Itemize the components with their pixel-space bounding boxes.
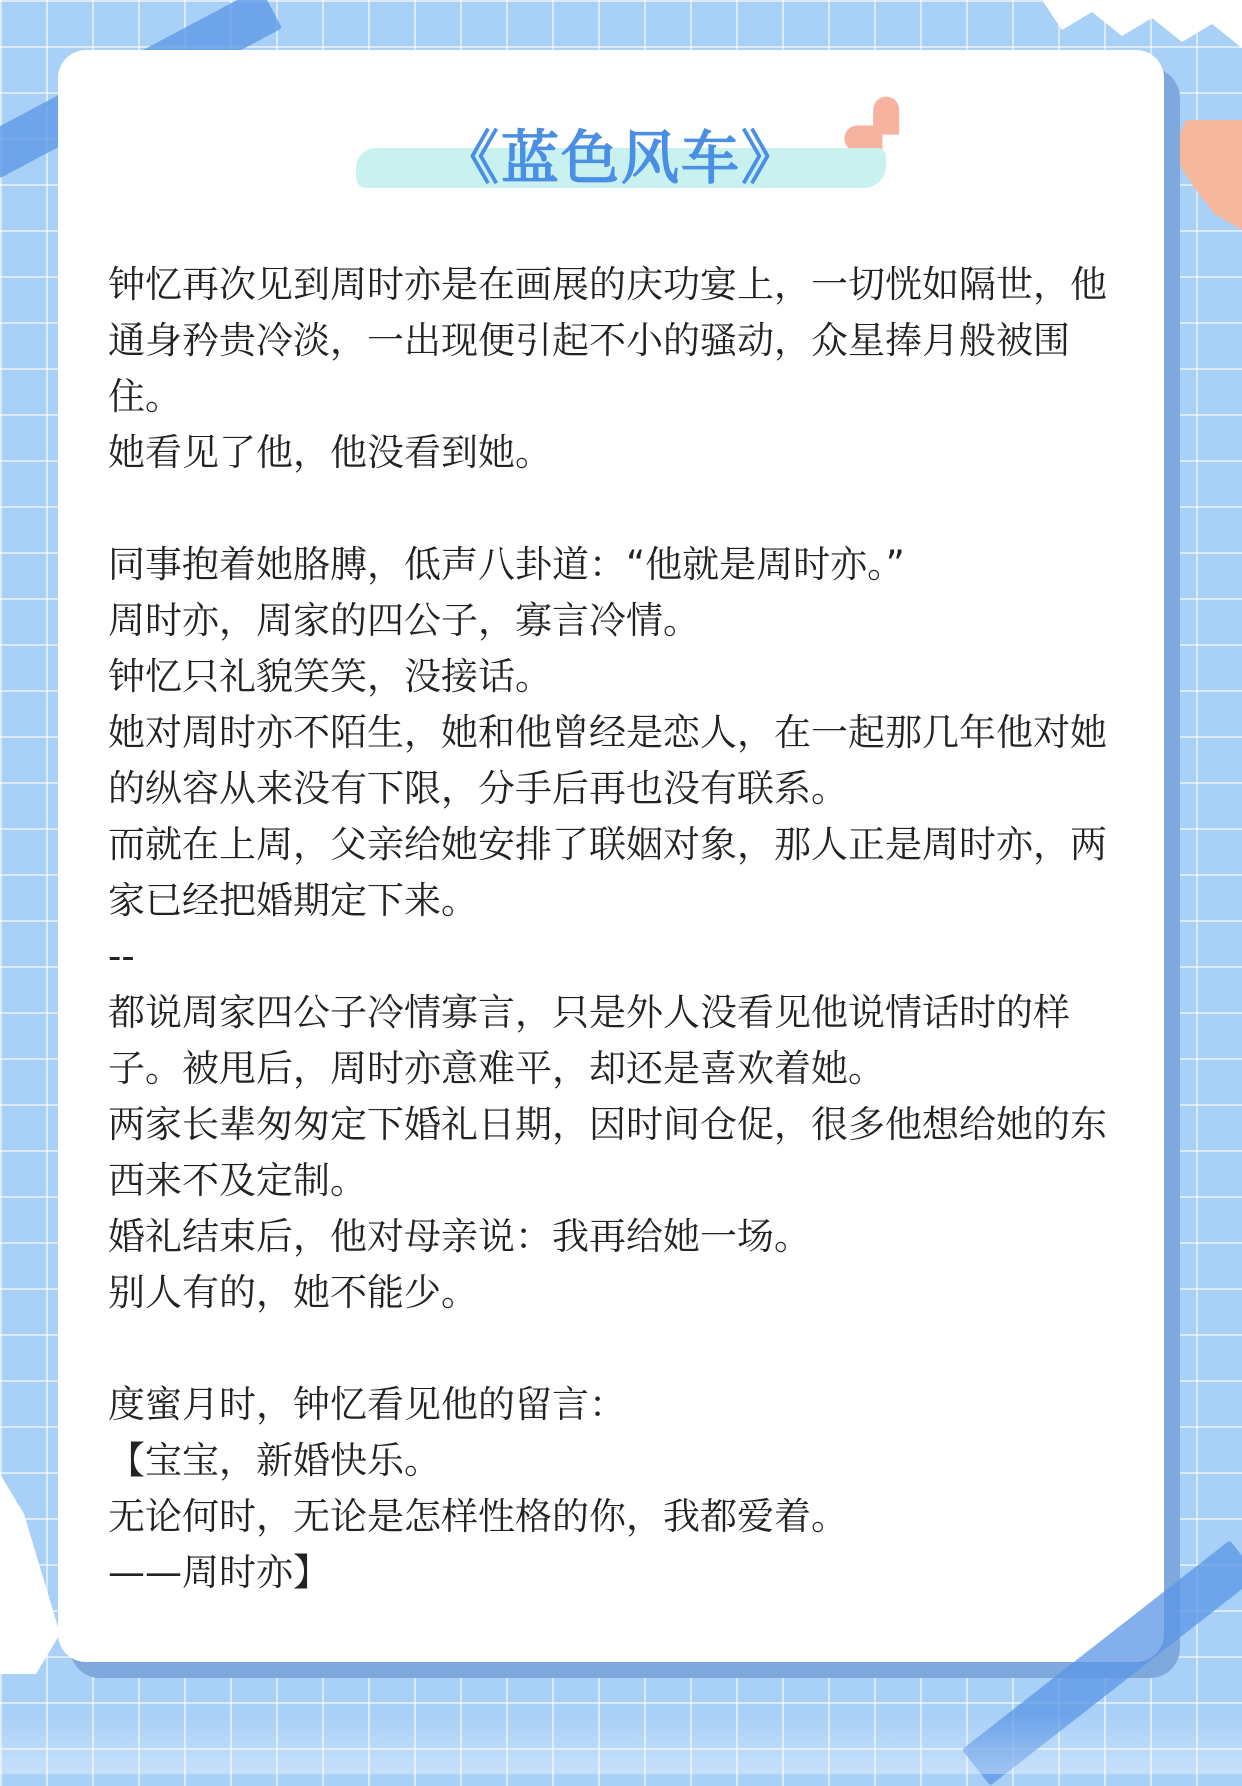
paragraph: 她对周时亦不陌生，她和他曾经是恋人，在一起那几年他对她的纵容从来没有下限，分手后再也没有联系。 <box>108 711 1107 810</box>
paragraph: 同事抱着她胳膊，低声八卦道：“他就是周时亦。” <box>108 543 905 586</box>
paragraph: 钟忆只礼貌笑笑，没接话。 <box>108 655 552 698</box>
decorative-white-patch <box>0 1474 60 1674</box>
paragraph: ——周时亦】 <box>108 1551 330 1594</box>
paragraph: 两家长辈匆匆定下婚礼日期，因时间仓促，很多他想给她的东西来不及定制。 <box>108 1103 1107 1202</box>
decorative-peach-patch <box>1172 120 1242 230</box>
paragraph: 都说周家四公子冷情寡言，只是外人没看见他说情话时的样子。被甩后，周时亦意难平，却还是喜欢着她。 <box>108 991 1070 1090</box>
paragraph-spacer <box>108 1321 1138 1377</box>
paragraph: 婚礼结束后，他对母亲说：我再给她一场。 <box>108 1215 811 1258</box>
paragraph: 她看见了他，他没看到她。 <box>108 431 552 474</box>
bottom-fade <box>0 1714 1242 1774</box>
paragraph-spacer <box>108 481 1138 537</box>
page-title: 《蓝色风车》 <box>440 124 801 192</box>
paragraph: 无论何时，无论是怎样性格的你，我都爱着。 <box>108 1495 848 1538</box>
title-block <box>356 118 886 198</box>
paragraph: 钟忆再次见到周时亦是在画展的庆功宴上，一切恍如隔世，他通身矜贵冷淡，一出现便引起不小的骚动，众星捧月般被围住。 <box>108 263 1107 418</box>
paragraph: 而就在上周，父亲给她安排了联姻对象，那人正是周时亦，两家已经把婚期定下来。 <box>108 823 1107 922</box>
paragraph: 度蜜月时，钟忆看见他的留言： <box>108 1383 626 1426</box>
paragraph: 【宝宝，新婚快乐。 <box>108 1439 441 1482</box>
story-text <box>108 257 1138 1601</box>
paragraph: 别人有的，她不能少。 <box>108 1271 478 1314</box>
paragraph: 周时亦，周家的四公子，寡言冷情。 <box>108 599 700 642</box>
separator: -- <box>108 935 135 978</box>
